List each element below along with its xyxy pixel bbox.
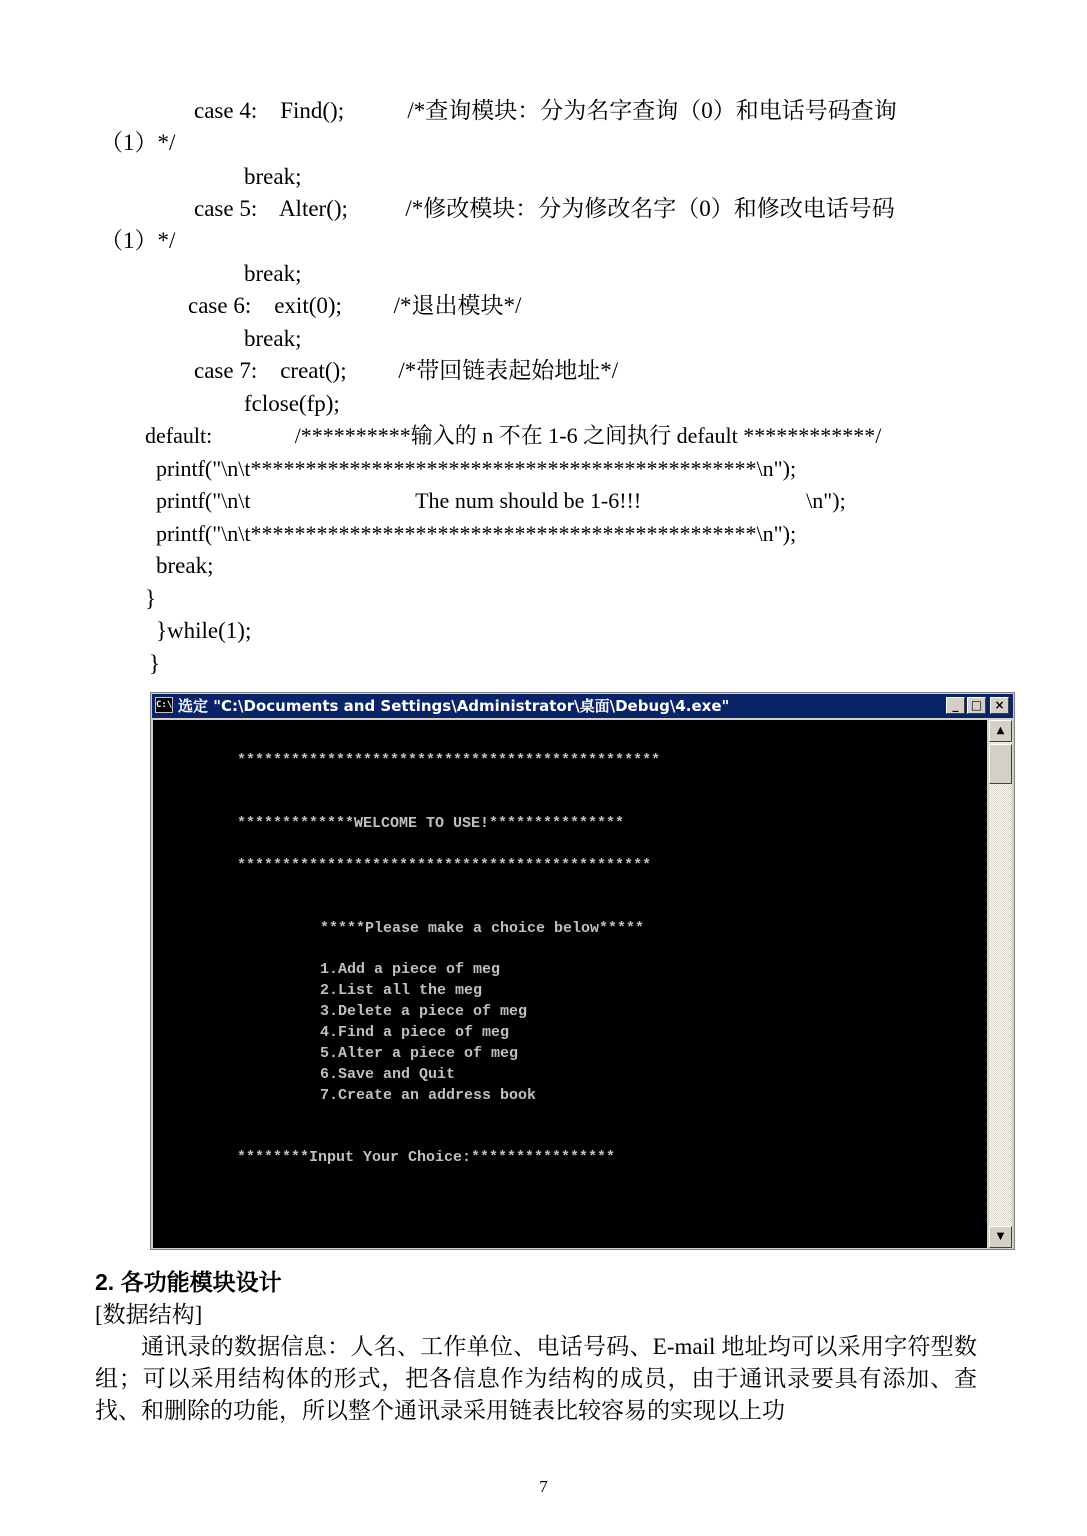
console-menu-item: 1.Add a piece of meg bbox=[320, 961, 501, 978]
code-line: printf("\n\t**********************************************\n"); bbox=[156, 521, 797, 546]
minimize-button[interactable]: _ bbox=[946, 697, 965, 714]
code-line: }while(1); bbox=[156, 618, 252, 643]
page-number: 7 bbox=[539, 1477, 548, 1496]
code-line: case 5: Alter(); /*修改模块：分为修改名字（0）和修改电话号码 bbox=[194, 196, 895, 221]
console-title: 选定 "C:\Documents and Settings\Administrator\桌面\Debug\4.exe" bbox=[178, 697, 730, 715]
maximize-button[interactable]: □ bbox=[967, 697, 986, 714]
subheading: [数据结构] bbox=[95, 1302, 203, 1327]
scroll-up-button[interactable]: ▲ bbox=[989, 720, 1012, 742]
code-line: } bbox=[149, 651, 161, 676]
code-line: break; bbox=[244, 261, 302, 286]
body-paragraph: 通讯录的数据信息：人名、工作单位、电话号码、E-mail 地址均可以采用字符型数组；可以采用结构体的形式，把各信息作为结构的成员，由于通讯录要具有添加、查找、和删除的功能，所以整个通讯录采用链表比较容易的实现以上功 bbox=[95, 1334, 977, 1423]
code-line: printf("\n\t**********************************************\n"); bbox=[156, 456, 797, 481]
close-button[interactable]: × bbox=[990, 697, 1009, 714]
console-window bbox=[150, 692, 1015, 1250]
console-menu-item: 4.Find a piece of meg bbox=[320, 1024, 510, 1041]
console-menu-item: 7.Create an address book bbox=[320, 1087, 537, 1104]
code-line: } bbox=[145, 586, 157, 611]
code-line: break; bbox=[244, 326, 302, 351]
console-prompt: ********Input Your Choice:**************** bbox=[237, 1149, 616, 1166]
console-app-icon: C:\ bbox=[155, 697, 173, 713]
code-line: case 6: exit(0); /*退出模块*/ bbox=[188, 293, 522, 318]
code-line: case 4: Find(); /*查询模块：分为名字查询（0）和电话号码查询 bbox=[194, 98, 897, 123]
console-line: *********************************************** bbox=[237, 752, 661, 769]
section-heading: 2. 各功能模块设计 bbox=[95, 1269, 282, 1295]
code-line: case 7: creat(); /*带回链表起始地址*/ bbox=[194, 358, 619, 383]
console-menu-item: 5.Alter a piece of meg bbox=[320, 1045, 519, 1062]
code-line: break; bbox=[156, 553, 214, 578]
console-line: ********************************************** bbox=[237, 857, 652, 874]
code-line: break; bbox=[244, 164, 302, 189]
code-line: （1）*/ bbox=[100, 228, 176, 253]
console-menu-item: 3.Delete a piece of meg bbox=[320, 1003, 528, 1020]
console-output[interactable] bbox=[153, 720, 987, 1248]
code-line: printf("\n\t The num should be 1-6!!! \n"); bbox=[156, 488, 846, 513]
code-line: default: /**********输入的 n 不在 1-6 之间执行 default ************/ bbox=[145, 423, 882, 448]
console-line: *************WELCOME TO USE!*************** bbox=[237, 815, 625, 832]
scroll-down-button[interactable]: ▼ bbox=[989, 1226, 1012, 1248]
scrollbar-thumb[interactable] bbox=[989, 744, 1012, 784]
vertical-scrollbar[interactable] bbox=[989, 720, 1012, 1248]
code-line: （1）*/ bbox=[100, 130, 176, 155]
console-menu-item: 6.Save and Quit bbox=[320, 1066, 456, 1083]
console-menu-item: 2.List all the meg bbox=[320, 982, 483, 999]
code-line: fclose(fp); bbox=[244, 391, 340, 416]
console-line: *****Please make a choice below***** bbox=[320, 920, 645, 937]
console-titlebar bbox=[152, 694, 1013, 718]
